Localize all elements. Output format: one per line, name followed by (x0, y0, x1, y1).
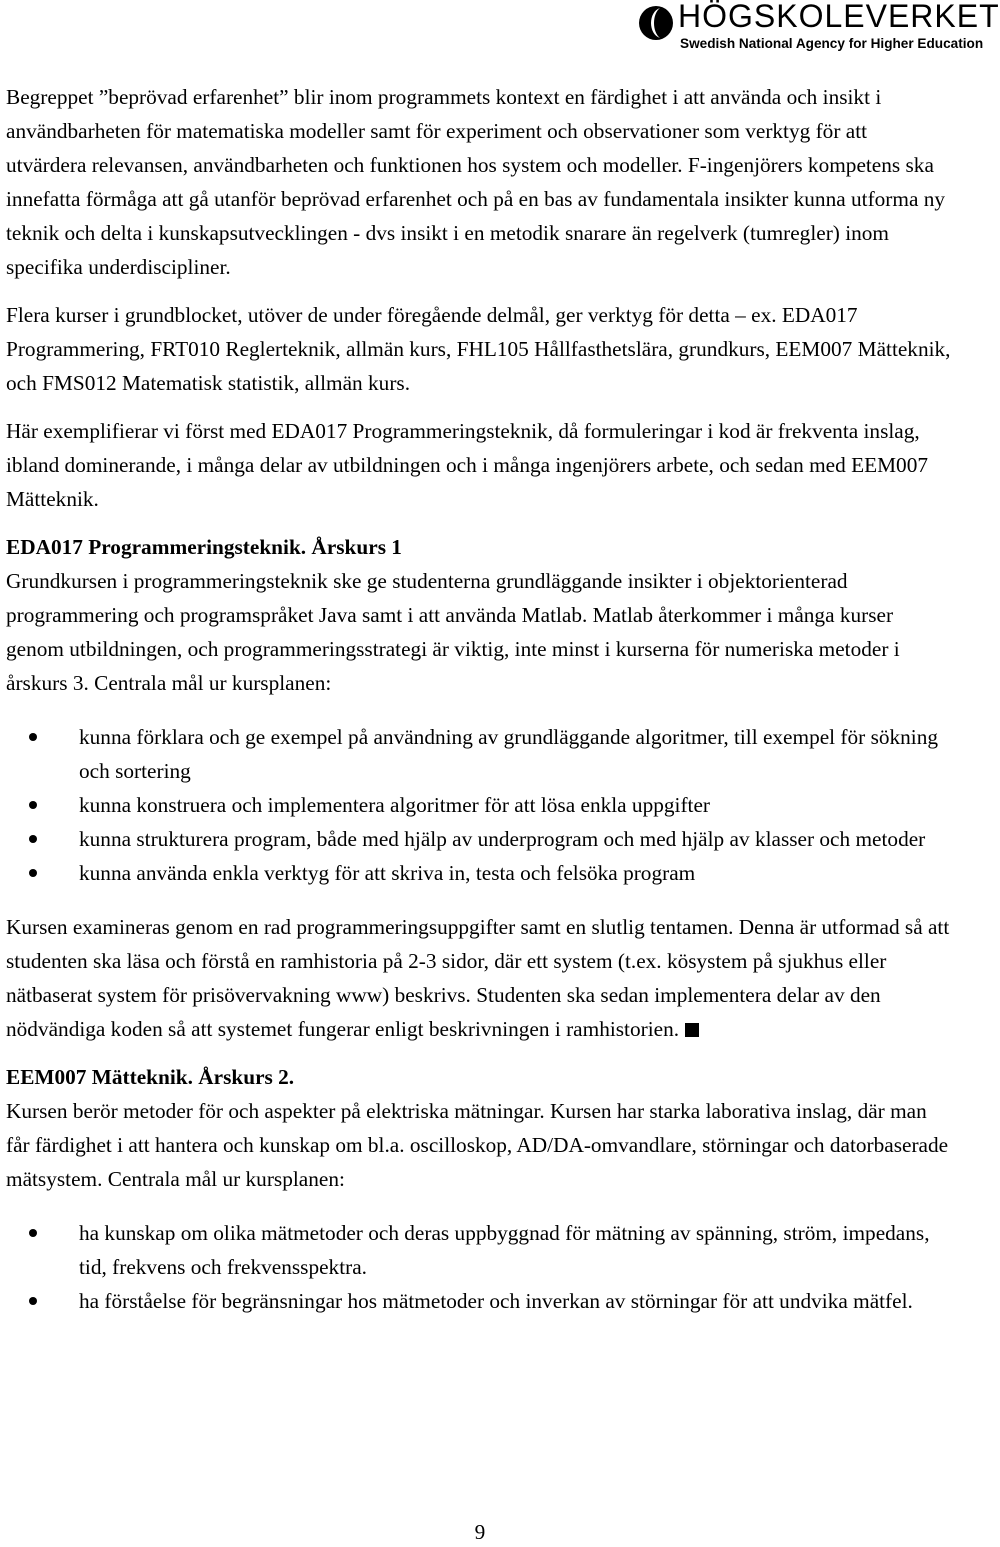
section-intro-eda017: Grundkursen i programmeringsteknik ske ge studenterna grundläggande insikter i objektorienterad programmering och programspråket Java samt i att använda Matlab. Matlab återkommer i många kurser genom utbildningen, och programmeringsstrategi är viktig, inte minst i kurserna för numeriska metoder i årskurs 3. Centrala mål ur kursplanen: (6, 569, 900, 695)
goal-list-eem007 (6, 1216, 951, 1318)
section-heading-eem007: EEM007 Mätteknik. Årskurs 2. (6, 1065, 295, 1089)
end-square-icon (685, 1023, 699, 1037)
list-item: ha kunskap om olika mätmetoder och deras uppbyggnad för mätning av spänning, ström, impedans, tid, frekvens och frekvensspektra. (6, 1216, 951, 1284)
section-outro-text: Kursen examineras genom en rad programmeringsuppgifter samt en slutlig tentamen. Denna är utformad så att studenten ska läsa och förstå en ramhistoria på 2-3 sidor, där ett system (t.ex. kösystem på sjukhus eller nätbaserat system för prisövervakning www) beskrivs. Studenten ska sedan implementera delar av den nödvändiga koden så att systemet fungerar enligt beskrivningen i ramhistorien. (6, 915, 950, 1041)
list-item: kunna använda enkla verktyg för att skriva in, testa och felsöka program (6, 856, 951, 890)
logo-title: HÖGSKOLEVERKET (678, 0, 1000, 34)
page-number: 9 (474, 1520, 486, 1544)
page-header (630, 0, 1000, 58)
paragraph-flera-kurser: Flera kurser i grundblocket, utöver de under föregående delmål, ger verktyg för detta – ex. EDA017 Programmering, FRT010 Reglerteknik, allmän kurs, FHL105 Hållfasthetslära, grundkurs, EEM007 Mätteknik, och FMS012 Matematisk statistik, allmän kurs. (6, 303, 951, 395)
list-item: kunna konstruera och implementera algoritmer för att lösa enkla uppgifter (6, 788, 951, 822)
goal-list-eda017 (6, 720, 951, 890)
section-outro-eda017 (6, 910, 951, 1046)
hogskoleverket-logo-icon (638, 2, 674, 44)
paragraph-beprovad-erfarenhet: Begreppet ”beprövad erfarenhet” blir inom programmets kontext en färdighet i att använda och insikt i användbarheten för matematiska modeller samt för experiment och observationer som verktyg för att utvärdera relevansen, användbarheten och funktionen hos system och modeller. F-ingenjörers kompetens ska innefatta förmåga att gå utanför beprövad erfarenhet och på en bas av fundamentala insikter kunna utforma ny teknik och delta i kunskapsutvecklingen - dvs insikt i en metodik snarare än regelverk (tumregler) inom specifika underdiscipliner. (6, 85, 946, 279)
list-item: kunna strukturera program, både med hjälp av underprogram och med hjälp av klasser och metoder (6, 822, 951, 856)
list-item: kunna förklara och ge exempel på användning av grundläggande algoritmer, till exempel för sökning och sortering (6, 720, 951, 788)
section-intro-eem007: Kursen berör metoder för och aspekter på elektriska mätningar. Kursen har starka laborativa inslag, där man får färdighet i att hantera och kunskap om bl.a. oscilloskop, AD/DA-omvandlare, störningar och datorbaserade mätsystem. Centrala mål ur kursplanen: (6, 1099, 949, 1191)
section-heading-eda017: EDA017 Programmeringsteknik. Årskurs 1 (6, 535, 402, 559)
list-item: ha förståelse för begränsningar hos mätmetoder och inverkan av störningar för att undvika mätfel. (6, 1284, 951, 1318)
paragraph-exemplifierar: Här exemplifierar vi först med EDA017 Programmeringsteknik, då formuleringar i kod är frekventa inslag, ibland dominerande, i många delar av utbildningen och i många ingenjörers arbete, och sedan med EEM007 Mätteknik. (6, 419, 928, 511)
logo-subtitle: Swedish National Agency for Higher Education (680, 36, 984, 51)
document-body (6, 80, 951, 1318)
